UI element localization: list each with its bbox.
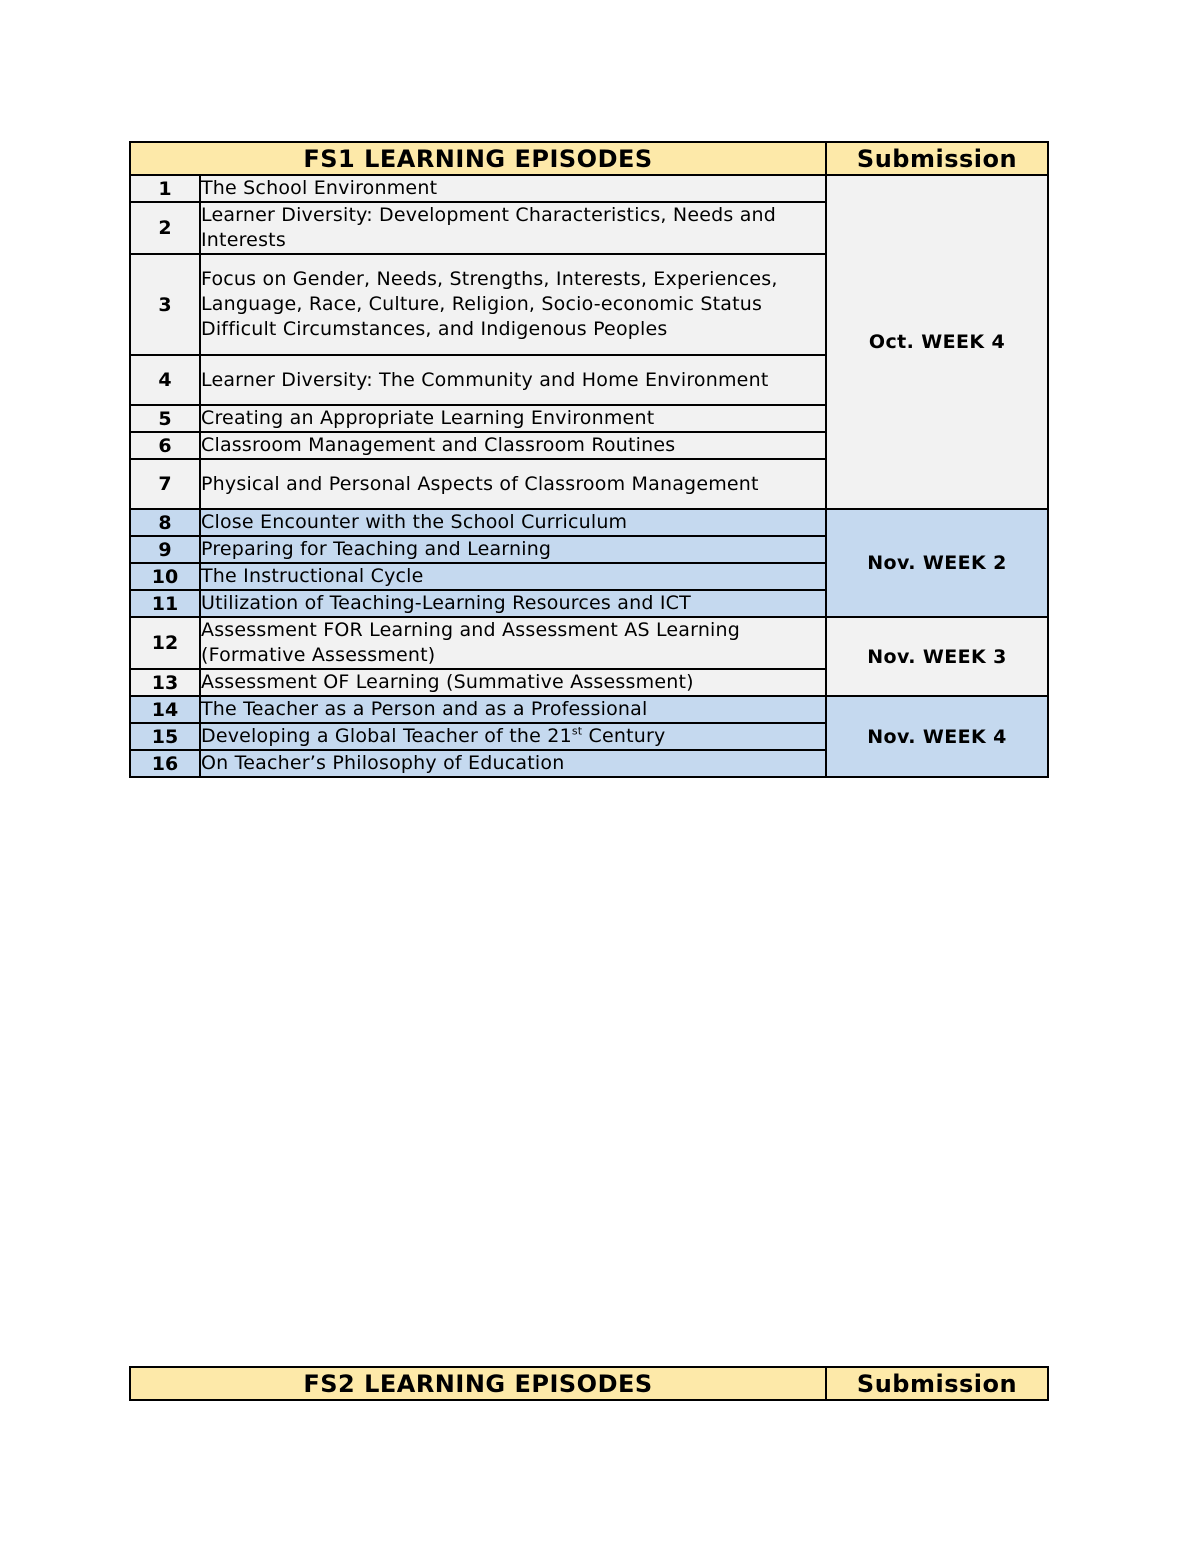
fs1-episodes-table <box>129 141 1049 778</box>
table-row <box>130 509 1048 536</box>
episode-title: Learner Diversity: The Community and Home Environment <box>200 355 826 405</box>
table-row <box>130 175 1048 202</box>
episode-title: Close Encounter with the School Curriculum <box>200 509 826 536</box>
submission-nov-week-2: Nov. WEEK 2 <box>826 509 1048 617</box>
fs2-submission-header: Submission <box>826 1367 1048 1400</box>
table-row <box>130 696 1048 723</box>
episode-title: Classroom Management and Classroom Routines <box>200 432 826 459</box>
episode-title: Physical and Personal Aspects of Classroom Management <box>200 459 826 509</box>
episode-number: 2 <box>130 202 200 254</box>
episode-title: Utilization of Teaching-Learning Resources and ICT <box>200 590 826 617</box>
episode-number: 12 <box>130 617 200 669</box>
episode-title: Preparing for Teaching and Learning <box>200 536 826 563</box>
episode-title: Assessment FOR Learning and Assessment AS Learning (Formative Assessment) <box>200 617 826 669</box>
episode-title: The Teacher as a Person and as a Professional <box>200 696 826 723</box>
fs1-title-header: FS1 LEARNING EPISODES <box>130 142 826 175</box>
episode-title-text: Developing a Global Teacher of the 21 <box>201 725 572 747</box>
episode-number: 10 <box>130 563 200 590</box>
fs2-episodes-table <box>129 1366 1049 1401</box>
submission-oct-week-4: Oct. WEEK 4 <box>826 175 1048 509</box>
fs2-header-row <box>130 1367 1048 1400</box>
fs1-header-row <box>130 142 1048 175</box>
episode-number: 6 <box>130 432 200 459</box>
fs2-title-header: FS2 LEARNING EPISODES <box>130 1367 826 1400</box>
episode-title: On Teacher’s Philosophy of Education <box>200 750 826 777</box>
episode-number: 16 <box>130 750 200 777</box>
submission-nov-week-3: Nov. WEEK 3 <box>826 617 1048 696</box>
episode-number: 8 <box>130 509 200 536</box>
episode-title: Creating an Appropriate Learning Environment <box>200 405 826 432</box>
episode-number: 13 <box>130 669 200 696</box>
episode-title-text-end: Century <box>582 725 666 747</box>
ordinal-suffix: st <box>571 724 583 738</box>
episode-number: 5 <box>130 405 200 432</box>
episode-number: 3 <box>130 254 200 355</box>
episode-title <box>200 723 826 750</box>
episode-title: The School Environment <box>200 175 826 202</box>
episode-number: 7 <box>130 459 200 509</box>
episode-number: 11 <box>130 590 200 617</box>
episode-title: The Instructional Cycle <box>200 563 826 590</box>
episode-number: 4 <box>130 355 200 405</box>
episode-title: Assessment OF Learning (Summative Assessment) <box>200 669 826 696</box>
submission-nov-week-4: Nov. WEEK 4 <box>826 696 1048 777</box>
episode-title: Learner Diversity: Development Characteristics, Needs and Interests <box>200 202 826 254</box>
fs1-submission-header: Submission <box>826 142 1048 175</box>
episode-number: 15 <box>130 723 200 750</box>
episode-number: 1 <box>130 175 200 202</box>
table-row <box>130 617 1048 669</box>
episode-number: 9 <box>130 536 200 563</box>
episode-number: 14 <box>130 696 200 723</box>
episode-title: Focus on Gender, Needs, Strengths, Interests, Experiences, Language, Race, Culture, Religion, Socio-economic Status Difficult Circumstances, and Indigenous Peoples <box>200 254 826 355</box>
